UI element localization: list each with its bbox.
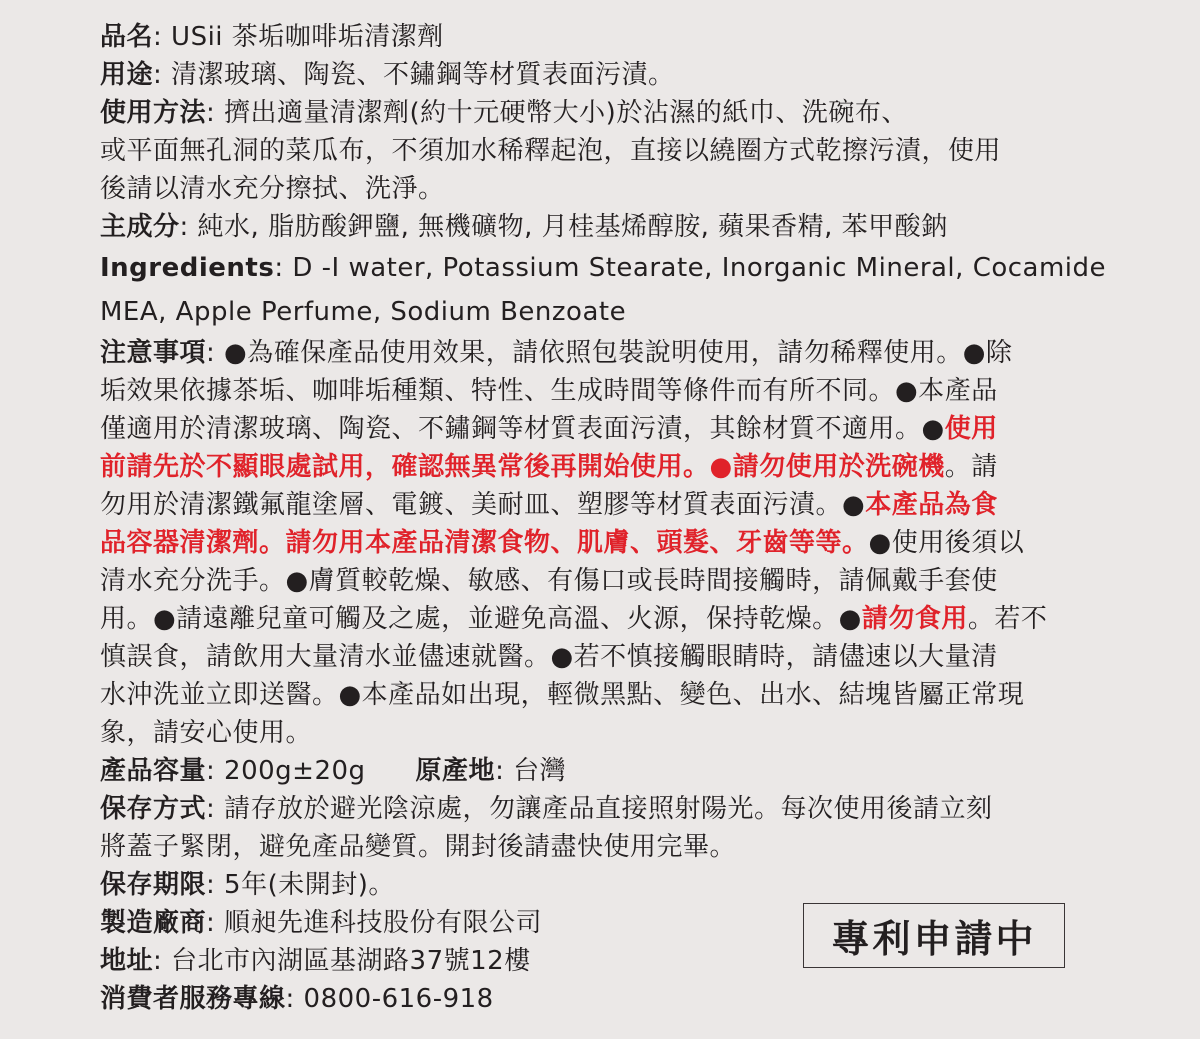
ingredients-line-2: MEA, Apple Perfume, Sodium Benzoate xyxy=(100,297,627,327)
notes-warning-food-container: 本產品為食 xyxy=(865,490,998,520)
notes-warning-no-dishwasher: 請勿使用於洗碗機 xyxy=(732,452,945,482)
notes-warning-no-food-skin: 品容器清潔劑。請勿用本產品清潔食物、肌膚、頭髮、牙齒等等。 xyxy=(100,528,869,558)
manufacturer-key: 製造廠商 xyxy=(100,908,207,938)
capacity-key: 產品容量 xyxy=(100,756,207,786)
capacity-value: : 200g±20g xyxy=(206,756,366,786)
notes-line-6-tail: ●使用後須以 xyxy=(868,528,1025,558)
notes-line-4 xyxy=(100,448,1080,486)
address-value: : 台北市內湖區基湖路37號12樓 xyxy=(153,946,531,976)
usage-value: : 清潔玻璃、陶瓷、不鏽鋼等材質表面污漬。 xyxy=(153,60,675,90)
method-line-3: 後請以清水充分擦拭、洗淨。 xyxy=(100,174,445,204)
notes-line-4-tail: 。請 xyxy=(944,452,998,482)
notes-line-2: 垢效果依據茶垢、咖啡垢種類、特性、生成時間等條件而有所不同。●本產品 xyxy=(100,376,998,406)
notes-line-11: 象，請安心使用。 xyxy=(100,718,313,748)
manufacturer-value: : 順昶先進科技股份有限公司 xyxy=(206,908,543,938)
product-name-row xyxy=(100,18,1080,56)
storage-line-1: : 請存放於避光陰涼處，勿讓產品直接照射陽光。每次使用後請立刻 xyxy=(206,794,993,824)
notes-row xyxy=(100,334,1080,372)
capacity-origin-row xyxy=(100,752,1080,790)
product-label-text xyxy=(100,18,1107,1018)
ingredients-row xyxy=(100,246,1107,290)
notes-line-6 xyxy=(100,524,1080,562)
hotline-value: : 0800-616-918 xyxy=(285,984,494,1014)
method-line-1: : 擠出適量清潔劑(約十元硬幣大小)於沾濕的紙巾、洗碗布、 xyxy=(206,98,908,128)
address-key: 地址 xyxy=(100,946,154,976)
composition-row xyxy=(100,208,1080,246)
method-row xyxy=(100,94,1080,132)
notes-line-8-tail: 。若不 xyxy=(967,604,1048,634)
notes-line-7: 清水充分洗手。●膚質較乾燥、敏感、有傷口或長時間接觸時，請佩戴手套使 xyxy=(100,566,998,596)
storage-line-2: 將蓋子緊閉，避免產品變質。開封後請盡快使用完畢。 xyxy=(100,832,737,862)
storage-key: 保存方式 xyxy=(100,794,207,824)
usage-key: 用途 xyxy=(100,60,154,90)
notes-line-8-text: 用。●請遠離兒童可觸及之處，並避免高溫、火源，保持乾燥。● xyxy=(100,604,862,634)
notes-warning-test-first: 使用 xyxy=(944,414,998,444)
hotline-row xyxy=(100,980,1080,1018)
hotline-key: 消費者服務專線 xyxy=(100,984,286,1014)
notes-warning-test-first-cont: 前請先於不顯眼處試用，確認無異常後再開始使用。 xyxy=(100,452,710,482)
notes-line-10: 水沖洗並立即送醫。●本產品如出現，輕微黑點、變色、出水、結塊皆屬正常現 xyxy=(100,680,1025,710)
shelf-life-key: 保存期限 xyxy=(100,870,207,900)
product-name-key: 品名 xyxy=(100,22,154,52)
shelf-life-value: : 5年(未開封)。 xyxy=(206,870,395,900)
notes-line-3 xyxy=(100,410,1080,448)
notes-warning-do-not-eat: 請勿食用 xyxy=(861,604,968,634)
origin-value: : 台灣 xyxy=(495,756,567,786)
notes-line-9: 慎誤食，請飲用大量清水並儘速就醫。●若不慎接觸眼睛時，請儘速以大量清 xyxy=(100,642,998,672)
notes-line-3-text: 僅適用於清潔玻璃、陶瓷、不鏽鋼等材質表面污漬，其餘材質不適用。● xyxy=(100,414,945,444)
method-key: 使用方法 xyxy=(100,98,207,128)
ingredients-key: Ingredients xyxy=(100,253,275,283)
notes-line-5-text: 勿用於清潔鐵氟龍塗層、電鍍、美耐皿、塑膠等材質表面污漬。● xyxy=(100,490,866,520)
ingredients-line-1: : D -I water, Potassium Stearate, Inorganic Mineral, Cocamide xyxy=(274,253,1107,283)
notes-line-5 xyxy=(100,486,1080,524)
method-line-2: 或平面無孔洞的菜瓜布，不須加水稀釋起泡，直接以繞圈方式乾擦污漬，使用 xyxy=(100,136,1002,166)
composition-value: : 純水, 脂肪酸鉀鹽, 無機礦物, 月桂基烯醇胺, 蘋果香精, 苯甲酸鈉 xyxy=(179,212,948,242)
notes-line-1: : ●為確保產品使用效果，請依照包裝說明使用，請勿稀釋使用。●除 xyxy=(206,338,1013,368)
patent-pending-badge: 專利申請中 xyxy=(803,903,1065,968)
usage-row xyxy=(100,56,1080,94)
storage-row xyxy=(100,790,1080,828)
origin-key: 原產地 xyxy=(415,756,496,786)
product-name-value: : USii 茶垢咖啡垢清潔劑 xyxy=(153,22,444,52)
composition-key: 主成分 xyxy=(100,212,180,242)
notes-line-8 xyxy=(100,600,1080,638)
notes-key: 注意事項 xyxy=(100,338,207,368)
shelf-life-row xyxy=(100,866,1080,904)
notes-bullet: ● xyxy=(709,452,733,482)
